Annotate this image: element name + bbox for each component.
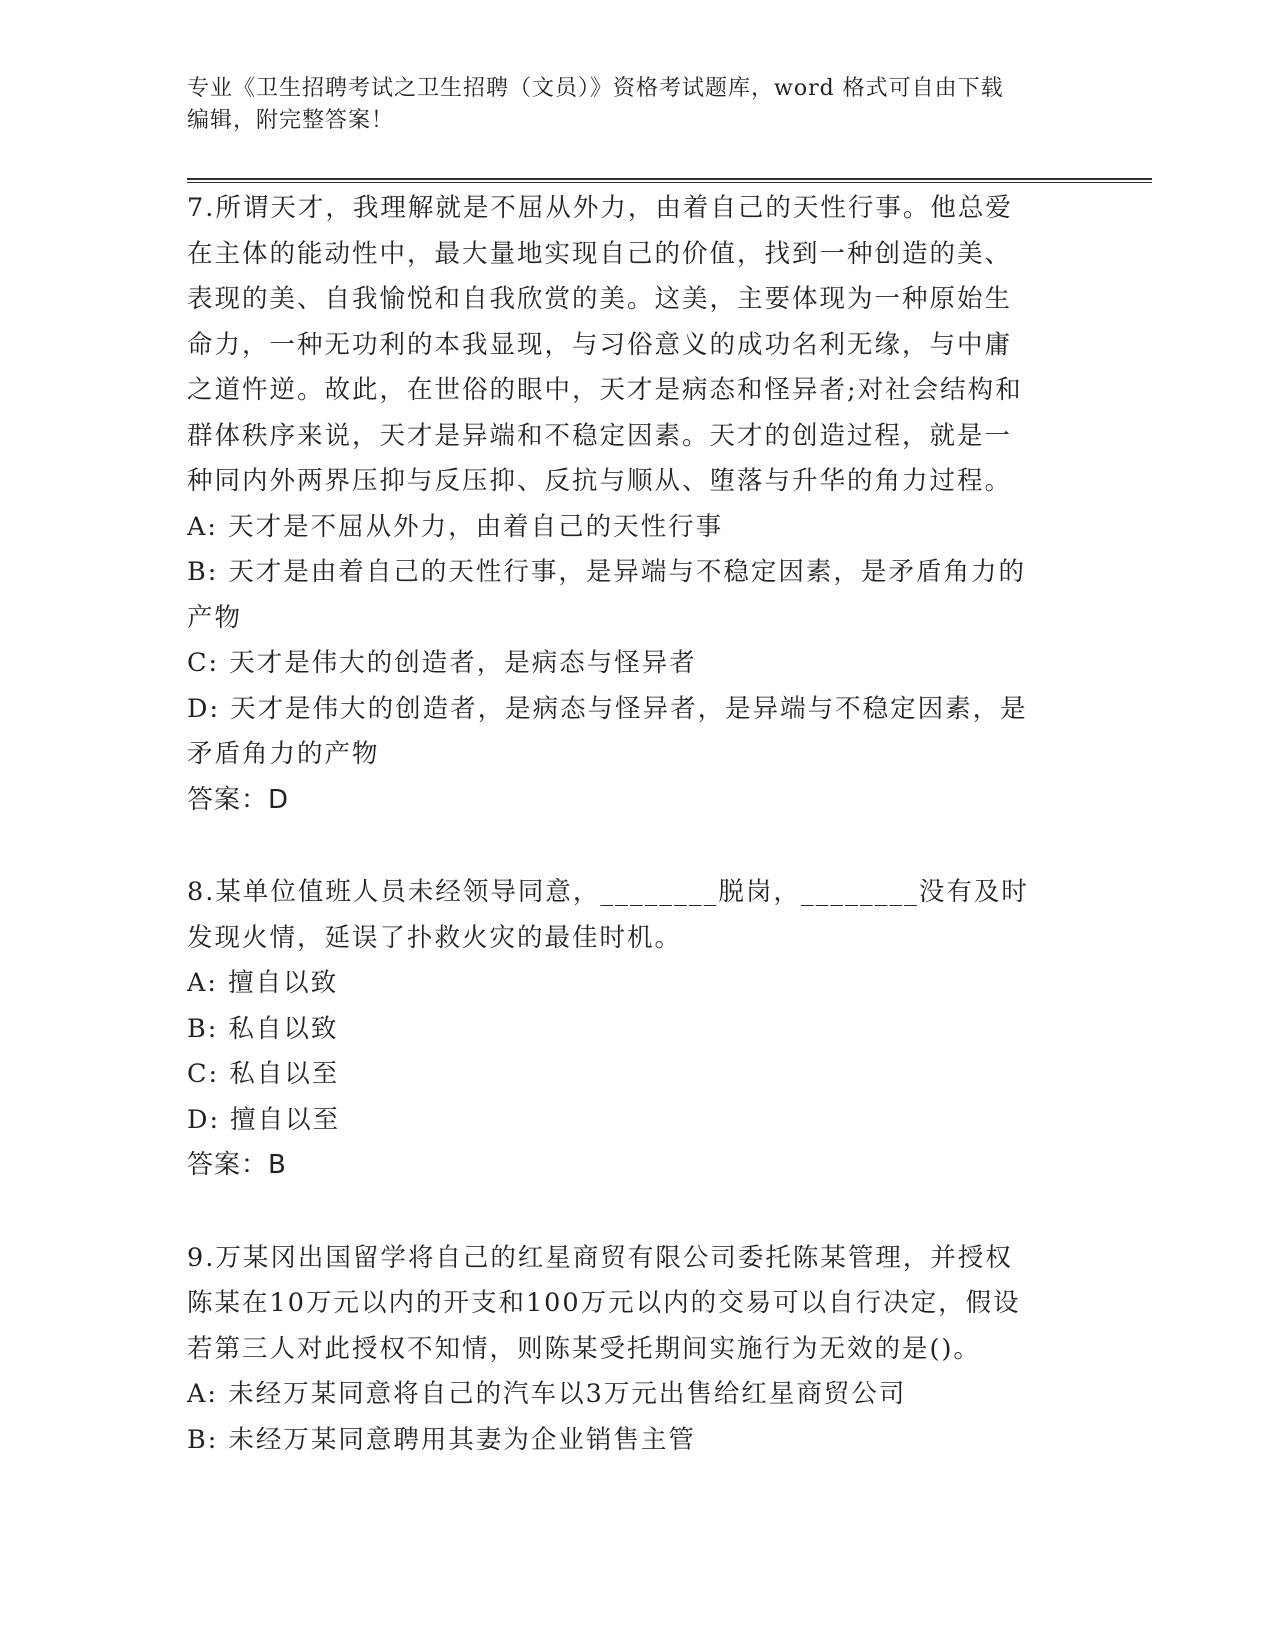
stem-line: 若第三人对此授权不知情，则陈某受托期间实施行为无效的是()。: [187, 1333, 981, 1364]
answer-line: 答案：B: [187, 1150, 287, 1180]
question-9: [187, 1236, 1077, 1464]
header-line: 专业《卫生招聘考试之卫生招聘（文员）》资格考试题库，word 格式可自由下载: [187, 76, 1004, 101]
option-c: C: 私自以至: [187, 1059, 340, 1089]
question-7: [187, 186, 1077, 823]
stem-line: 8.某单位值班人员未经领导同意，________脱岗，________没有及时: [187, 877, 1029, 907]
question-stem: [187, 1236, 1077, 1373]
stem-line: 7.所谓天才，我理解就是不屈从外力，由着自己的天性行事。他总爱: [187, 193, 1013, 223]
option-d-continued: 矛盾角力的产物: [187, 739, 380, 769]
option-b: B: 未经万某同意聘用其妻为企业销售主管: [187, 1424, 696, 1455]
header-divider: [187, 178, 1152, 183]
option-b-continued: 产物: [187, 602, 243, 633]
question-stem: [187, 186, 1077, 505]
stem-line: 种同内外两界压抑与反压抑、反抗与顺从、堕落与升华的角力过程。: [187, 466, 1013, 496]
option-b: B: 天才是由着自己的天性行事，是异端与不稳定因素，是矛盾角力的: [187, 557, 1026, 587]
question-spacer: [187, 823, 1077, 870]
question-stem: [187, 870, 1077, 961]
answer-line: 答案：D: [187, 784, 290, 815]
option-d: D: 天才是伟大的创造者，是病态与怪异者，是异端与不稳定因素，是: [187, 693, 1028, 724]
stem-line: 9.万某冈出国留学将自己的红星商贸有限公司委托陈某管理，并授权: [187, 1242, 1013, 1273]
option-a: A: 未经万某同意将自己的汽车以3万元出售给红星商贸公司: [187, 1379, 907, 1409]
option-d: D: 擅自以至: [187, 1104, 341, 1135]
stem-line: 命力，一种无功利的本我显现，与习俗意义的成功名利无缘，与中庸: [187, 329, 1013, 360]
option-c: C: 天才是伟大的创造者，是病态与怪异者: [187, 648, 697, 678]
stem-line: 陈某在10万元以内的开支和100万元以内的交易可以自行决定，假设: [187, 1288, 1021, 1318]
stem-line: 之道忤逆。故此，在世俗的眼中，天才是病态和怪异者;对社会结构和: [187, 375, 1023, 405]
document-header: [187, 73, 1087, 137]
question-8: [187, 870, 1077, 1189]
question-list: [187, 186, 1077, 1463]
stem-line: 在主体的能动性中，最大量地实现自己的价值，找到一种创造的美、: [187, 238, 1013, 269]
stem-line: 表现的美、自我愉悦和自我欣赏的美。这美，主要体现为一种原始生: [187, 284, 1013, 314]
option-a: A: 天才是不屈从外力，由着自己的天性行事: [187, 511, 724, 542]
stem-line: 发现火情，延误了扑救火灾的最佳时机。: [187, 922, 683, 953]
header-line: 编辑，附完整答案！: [187, 108, 395, 133]
option-b: B: 私自以致: [187, 1013, 339, 1044]
stem-line: 群体秩序来说，天才是异端和不稳定因素。天才的创造过程，就是一: [187, 420, 1013, 451]
option-a: A: 擅自以致: [187, 968, 339, 998]
question-spacer: [187, 1189, 1077, 1236]
